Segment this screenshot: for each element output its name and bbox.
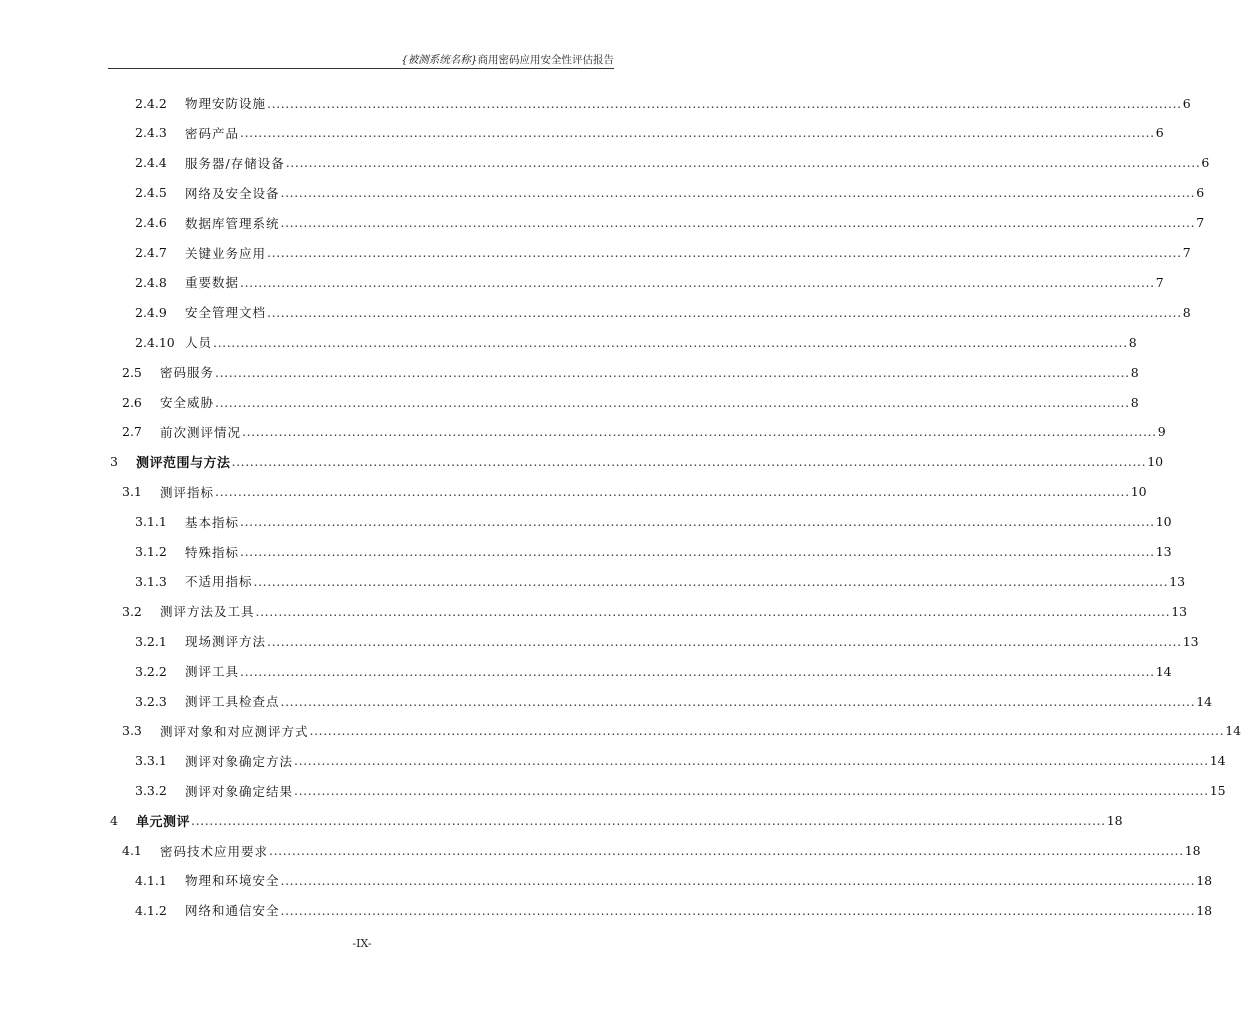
toc-leader-dots: ........................................................................................................................................................................................................	[267, 245, 1182, 260]
toc-entry-number: 4.1.2	[135, 902, 167, 918]
toc-entry[interactable]	[135, 865, 1213, 895]
toc-entry-title: 重要数据	[185, 275, 240, 291]
toc-entry[interactable]	[135, 507, 1172, 537]
toc-entry-page: 18	[1184, 843, 1201, 858]
toc-entry-number: 3.3.1	[135, 753, 167, 769]
toc-entry-title: 密码技术应用要求	[160, 843, 269, 859]
toc-entry-title: 前次测评情况	[160, 424, 242, 440]
toc-leader-dots: ........................................................................................................................................................................................................	[215, 364, 1130, 380]
toc-entry[interactable]	[122, 417, 1166, 447]
toc-entry-number: 3.1.1	[135, 514, 167, 530]
toc-entry-number: 3.3	[122, 723, 142, 739]
toc-entry-page: 18	[1106, 813, 1123, 829]
toc-entry-number: 4.1.1	[135, 872, 167, 888]
toc-entry-title: 网络及安全设备	[185, 185, 280, 201]
toc-entry[interactable]	[135, 686, 1213, 716]
toc-leader-dots: ........................................................................................................................................................................................................	[191, 813, 1106, 829]
toc-entry-page: 13	[1182, 633, 1199, 649]
toc-entry-number: 3.1	[122, 484, 142, 500]
toc-entry-title: 基本指标	[185, 514, 240, 530]
toc-entry-page: 14	[1155, 663, 1172, 679]
toc-entry-page: 18	[1196, 902, 1213, 918]
toc-entry-title: 安全管理文档	[185, 305, 267, 321]
toc-entry-title: 测评工具	[185, 664, 240, 680]
toc-entry-page: 8	[1128, 334, 1137, 350]
toc-leader-dots: ........................................................................................................................................................................................................	[280, 693, 1196, 709]
toc-entry-number: 3.3.2	[135, 783, 167, 799]
toc-entry-number: 3.2.1	[135, 633, 167, 649]
toc-entry-page: 6	[1182, 95, 1191, 111]
toc-entry[interactable]	[135, 776, 1226, 806]
toc-entry-title: 服务器/存储设备	[185, 155, 285, 171]
toc-entry-title: 数据库管理系统	[185, 215, 280, 231]
toc-entry[interactable]	[135, 238, 1191, 268]
toc-entry-number: 2.4.7	[135, 245, 167, 260]
toc-entry[interactable]	[135, 148, 1210, 178]
toc-entry-title: 关键业务应用	[185, 245, 267, 261]
toc-entry-page: 8	[1182, 304, 1191, 320]
toc-entry[interactable]	[135, 267, 1164, 297]
toc-entry[interactable]	[135, 297, 1191, 327]
toc-leader-dots: ........................................................................................................................................................................................................	[240, 125, 1155, 141]
toc-entry-number: 2.4.9	[135, 304, 167, 320]
toc-entry-title: 测评对象和对应测评方式	[160, 723, 309, 739]
toc-leader-dots: ........................................................................................................................................................................................................	[215, 394, 1130, 410]
toc-entry-number: 4.1	[122, 843, 142, 858]
toc-entry-title: 现场测评方法	[185, 634, 267, 650]
toc-entry-page: 10	[1130, 484, 1147, 500]
toc-entry-number: 3	[110, 454, 118, 470]
page-header	[400, 52, 614, 67]
toc-entry-title: 测评范围与方法	[136, 456, 231, 472]
toc-entry-page: 18	[1196, 872, 1213, 888]
toc-entry-number: 2.6	[122, 394, 142, 410]
toc-entry-title: 测评指标	[160, 484, 215, 500]
toc-entry[interactable]	[135, 895, 1213, 925]
toc-entry-page: 7	[1182, 245, 1191, 260]
toc-leader-dots: ........................................................................................................................................................................................................	[253, 573, 1169, 589]
toc-entry-page: 10	[1155, 514, 1172, 530]
toc-entry-number: 2.4.2	[135, 95, 167, 111]
toc-entry-number: 2.7	[122, 424, 142, 440]
toc-entry[interactable]	[122, 357, 1139, 387]
toc-leader-dots: ........................................................................................................................................................................................................	[280, 872, 1196, 888]
toc-entry-number: 3.1.2	[135, 544, 167, 559]
header-report-title: 商用密码应用安全性评估报告	[477, 54, 614, 66]
toc-entry-number: 2.4.4	[135, 155, 167, 171]
toc-entry-title: 物理和环境安全	[185, 873, 280, 889]
toc-leader-dots: ........................................................................................................................................................................................................	[255, 603, 1171, 619]
toc-entry-page: 14	[1225, 723, 1241, 739]
toc-entry-page: 13	[1155, 544, 1172, 559]
toc-leader-dots: ........................................................................................................................................................................................................	[280, 215, 1196, 231]
toc-entry-title: 人员	[185, 335, 213, 351]
header-divider	[108, 68, 614, 69]
toc-entry[interactable]	[110, 447, 1164, 477]
toc-entry[interactable]	[135, 566, 1186, 596]
toc-leader-dots: ........................................................................................................................................................................................................	[240, 274, 1155, 290]
page-number: -IX-	[352, 937, 372, 950]
toc-entry-number: 2.5	[122, 364, 142, 380]
toc-leader-dots: ........................................................................................................................................................................................................	[267, 633, 1182, 649]
toc-entry-number: 4	[110, 813, 118, 829]
toc-entry-number: 2.4.6	[135, 215, 167, 231]
toc-leader-dots: ........................................................................................................................................................................................................	[267, 304, 1182, 320]
toc-entry[interactable]	[135, 656, 1172, 686]
toc-entry[interactable]	[135, 118, 1164, 148]
toc-leader-dots: ........................................................................................................................................................................................................	[294, 753, 1209, 769]
toc-entry[interactable]	[122, 716, 1241, 746]
toc-entry-title: 物理安防设施	[185, 96, 267, 111]
toc-entry[interactable]	[122, 387, 1139, 417]
toc-entry-page: 10	[1147, 454, 1164, 470]
toc-entry-page: 7	[1155, 274, 1164, 290]
toc-entry-number: 3.2	[122, 603, 142, 619]
toc-entry-number: 2.4.8	[135, 274, 167, 290]
toc-entry-page: 7	[1196, 215, 1205, 231]
toc-entry-page: 14	[1196, 693, 1213, 709]
toc-entry-page: 13	[1169, 573, 1186, 589]
toc-entry-number: 3.2.3	[135, 693, 167, 709]
toc-leader-dots: ........................................................................................................................................................................................................	[242, 424, 1157, 440]
toc-entry[interactable]	[135, 208, 1205, 238]
toc-entry-page: 13	[1171, 603, 1188, 619]
toc-entry-title: 测评方法及工具	[160, 604, 255, 620]
toc-entry-title: 特殊指标	[185, 544, 240, 560]
toc-entry-page: 6	[1155, 125, 1164, 141]
toc-entry-page: 8	[1130, 364, 1139, 380]
toc-entry-title: 不适用指标	[185, 574, 253, 590]
toc-leader-dots: ........................................................................................................................................................................................................	[269, 843, 1184, 858]
toc-entry-title: 安全威胁	[160, 395, 215, 410]
toc-leader-dots: ........................................................................................................................................................................................................	[213, 334, 1128, 350]
toc-leader-dots: ........................................................................................................................................................................................................	[309, 723, 1225, 739]
toc-leader-dots: ........................................................................................................................................................................................................	[280, 185, 1196, 201]
toc-leader-dots: ........................................................................................................................................................................................................	[294, 783, 1209, 799]
toc-entry-title: 测评对象确定结果	[185, 783, 294, 799]
toc-entry-page: 9	[1157, 424, 1166, 440]
toc-leader-dots: ........................................................................................................................................................................................................	[280, 902, 1196, 918]
toc-leader-dots: ........................................................................................................................................................................................................	[240, 514, 1155, 530]
toc-entry[interactable]	[135, 746, 1226, 776]
toc-leader-dots: ........................................................................................................................................................................................................	[215, 484, 1130, 500]
toc-entry-title: 测评工具检查点	[185, 694, 280, 709]
toc-entry-title: 单元测评	[136, 815, 191, 831]
toc-entry-page: 6	[1196, 185, 1205, 201]
toc-entry-number: 2.4.5	[135, 185, 167, 201]
toc-entry[interactable]	[122, 596, 1188, 626]
toc-leader-dots: ........................................................................................................................................................................................................	[285, 155, 1201, 171]
toc-entry-title: 密码服务	[160, 365, 215, 381]
toc-entry[interactable]	[122, 836, 1201, 866]
toc-entry[interactable]	[135, 88, 1191, 118]
toc-entry[interactable]	[122, 477, 1147, 507]
toc-entry[interactable]	[135, 537, 1172, 567]
toc-leader-dots: ........................................................................................................................................................................................................	[240, 663, 1155, 679]
toc-entry[interactable]	[110, 806, 1123, 836]
toc-leader-dots: ........................................................................................................................................................................................................	[231, 454, 1147, 470]
toc-entry[interactable]	[135, 178, 1205, 208]
toc-leader-dots: ........................................................................................................................................................................................................	[240, 544, 1155, 559]
toc-entry-number: 3.2.2	[135, 663, 167, 679]
toc-entry-number: 2.4.3	[135, 125, 167, 141]
toc-entry-page: 8	[1130, 394, 1139, 410]
toc-entry-page: 14	[1209, 753, 1226, 769]
toc-entry[interactable]	[135, 626, 1199, 656]
toc-entry-title: 密码产品	[185, 125, 240, 141]
toc-entry-title: 网络和通信安全	[185, 903, 280, 919]
toc-entry[interactable]	[135, 327, 1137, 357]
toc-entry-number: 2.4.10	[135, 334, 175, 350]
toc-entry-page: 6	[1201, 155, 1210, 171]
toc-entry-title: 测评对象确定方法	[185, 753, 294, 769]
toc-entry-number: 3.1.3	[135, 573, 167, 589]
toc-leader-dots: ........................................................................................................................................................................................................	[267, 95, 1182, 111]
toc-entry-page: 15	[1209, 783, 1226, 799]
header-system-name: {被测系统名称}	[401, 54, 478, 66]
